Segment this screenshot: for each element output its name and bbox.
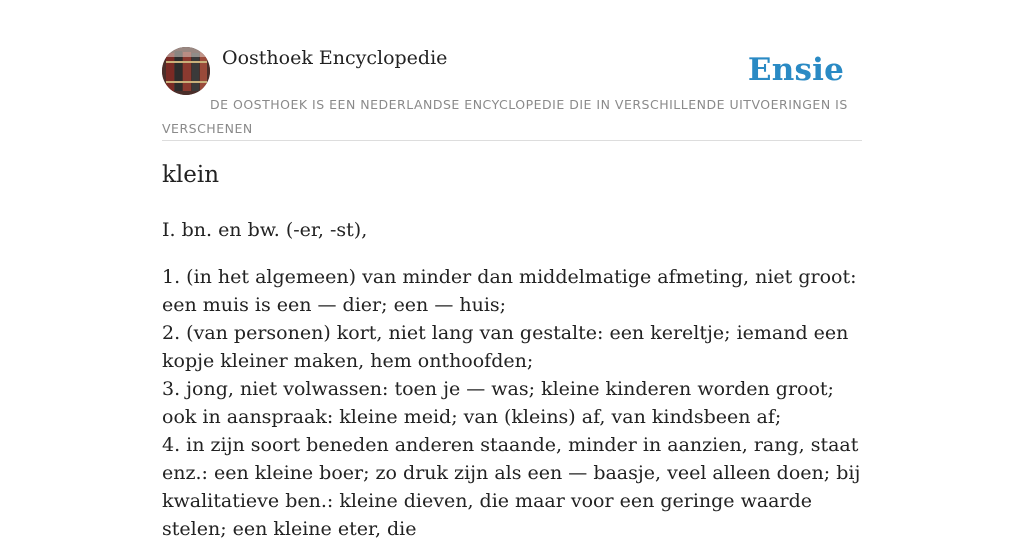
definition-item: 1. (in het algemeen) van minder dan middelmatige afmeting, niet groot: een muis is een — dier; een — huis;: [162, 266, 857, 316]
site-tagline: DE OOSTHOEK IS EEN NEDERLANDSE ENCYCLOPEDIE DIE IN VERSCHILLENDE UITVOERINGEN IS VERSCHENEN: [162, 97, 848, 136]
definition-item: 2. (van personen) kort, niet lang van gestalte: een kereltje; iemand een kopje kleiner maken, hem onthoofden;: [162, 322, 849, 372]
site-name-link[interactable]: Oosthoek Encyclopedie: [222, 47, 448, 69]
entry-title: klein: [162, 162, 220, 188]
site-header: [162, 44, 862, 141]
entry-content: [162, 216, 868, 543]
book-spines-icon[interactable]: [162, 47, 210, 95]
definition-item: 4. in zijn soort beneden anderen staande, minder in aanzien, rang, staat enz.: een kleine boer; zo druk zijn als een — baasje, veel alleen doen; bij kwalitatieve ben.: kleine dieven, die maar voor een geringe waarde stelen; een kleine eter, die: [162, 434, 861, 540]
entry-intro: I. bn. en bw. (-er, -st),: [162, 219, 368, 241]
definition-item: 3. jong, niet volwassen: toen je — was; kleine kinderen worden groot; ook in aanspraak: kleine meid; van (kleins) af, van kindsbeen af;: [162, 378, 834, 428]
brand-logo[interactable]: Ensie: [747, 52, 844, 88]
